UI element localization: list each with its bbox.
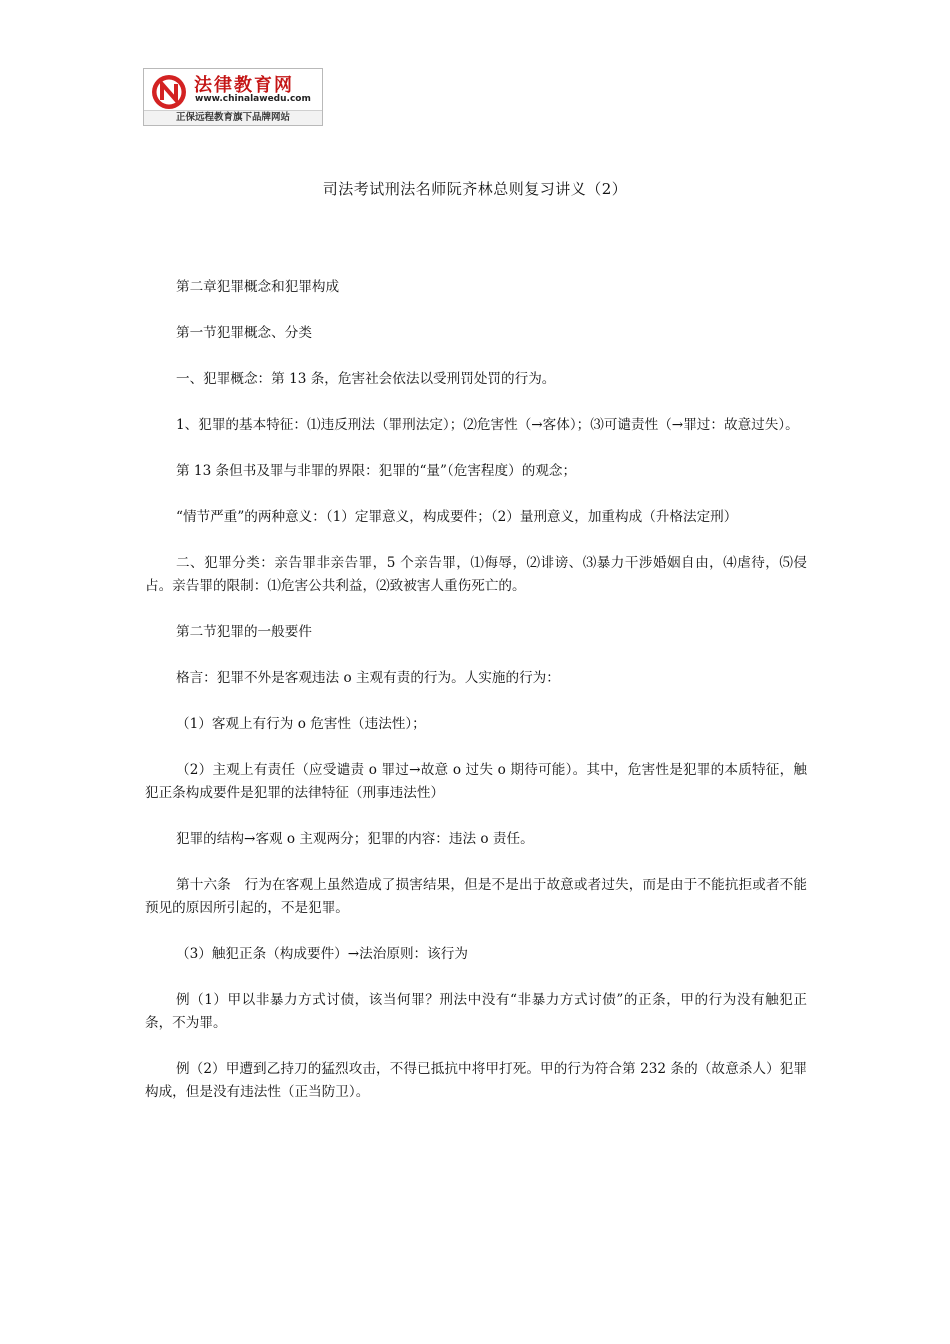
logo-url: www.chinalawedu.com: [195, 94, 311, 104]
paragraph: 一、犯罪概念：第 13 条，危害社会依法以受刑罚处罚的行为。: [176, 371, 556, 387]
paragraph: 1、犯罪的基本特征：⑴违反刑法（罪刑法定）；⑵危害性（→客体）；⑶可谴责性（→罪过：故意过失）。: [176, 417, 799, 433]
paragraph: “情节严重”的两种意义：（1）定罪意义，构成要件；（2）量刑意义，加重构成（升格法定刑）: [176, 509, 738, 525]
paragraph: 例（2）甲遭到乙持刀的猛烈攻击，不得已抵抗中将甲打死。甲的行为符合第 232 条的（故意杀人）犯罪构成，但是没有违法性（正当防卫）。: [145, 1061, 807, 1100]
document-body: [145, 276, 807, 1127]
section-heading: 第一节犯罪概念、分类: [176, 325, 312, 341]
paragraph: （2）主观上有责任（应受谴责 o 罪过→故意 o 过失 o 期待可能）。其中，危害性是犯罪的本质特征，触犯正条构成要件是犯罪的法律特征（刑事违法性）: [145, 762, 807, 801]
section-heading: 第二节犯罪的一般要件: [176, 624, 312, 640]
law-emblem-icon: [150, 73, 188, 111]
paragraph: 犯罪的结构→客观 o 主观两分；犯罪的内容：违法 o 责任。: [176, 831, 534, 847]
logo-tagline: 正保远程教育旗下品牌网站: [144, 110, 322, 125]
logo-brand-name: 法律教育网: [194, 75, 294, 96]
paragraph: （1）客观上有行为 o 危害性（违法性）；: [176, 716, 426, 732]
paragraph: （3）触犯正条（构成要件）→法治原则：该行为: [176, 946, 468, 962]
paragraph: 二、犯罪分类：亲告罪非亲告罪，5 个亲告罪，⑴侮辱，⑵诽谤、⑶暴力干涉婚姻自由，⑷虐待，⑸侵占。亲告罪的限制：⑴危害公共利益，⑵致被害人重伤死亡的。: [145, 555, 807, 594]
chapter-heading: 第二章犯罪概念和犯罪构成: [176, 279, 340, 295]
paragraph: 第十六条 行为在客观上虽然造成了损害结果，但是不是出于故意或者过失，而是由于不能抗拒或者不能预见的原因所引起的，不是犯罪。: [145, 877, 807, 916]
document-title: 司法考试刑法名师阮齐林总则复习讲义（2）: [322, 180, 628, 198]
paragraph: 例（1）甲以非暴力方式讨债，该当何罪？刑法中没有“非暴力方式讨债”的正条，甲的行为没有触犯正条，不为罪。: [145, 992, 807, 1031]
site-logo[interactable]: [143, 68, 323, 126]
paragraph: 格言：犯罪不外是客观违法 o 主观有责的行为。人实施的行为：: [176, 670, 560, 686]
paragraph: 第 13 条但书及罪与非罪的界限：犯罪的“量”（危害程度）的观念；: [176, 463, 577, 479]
